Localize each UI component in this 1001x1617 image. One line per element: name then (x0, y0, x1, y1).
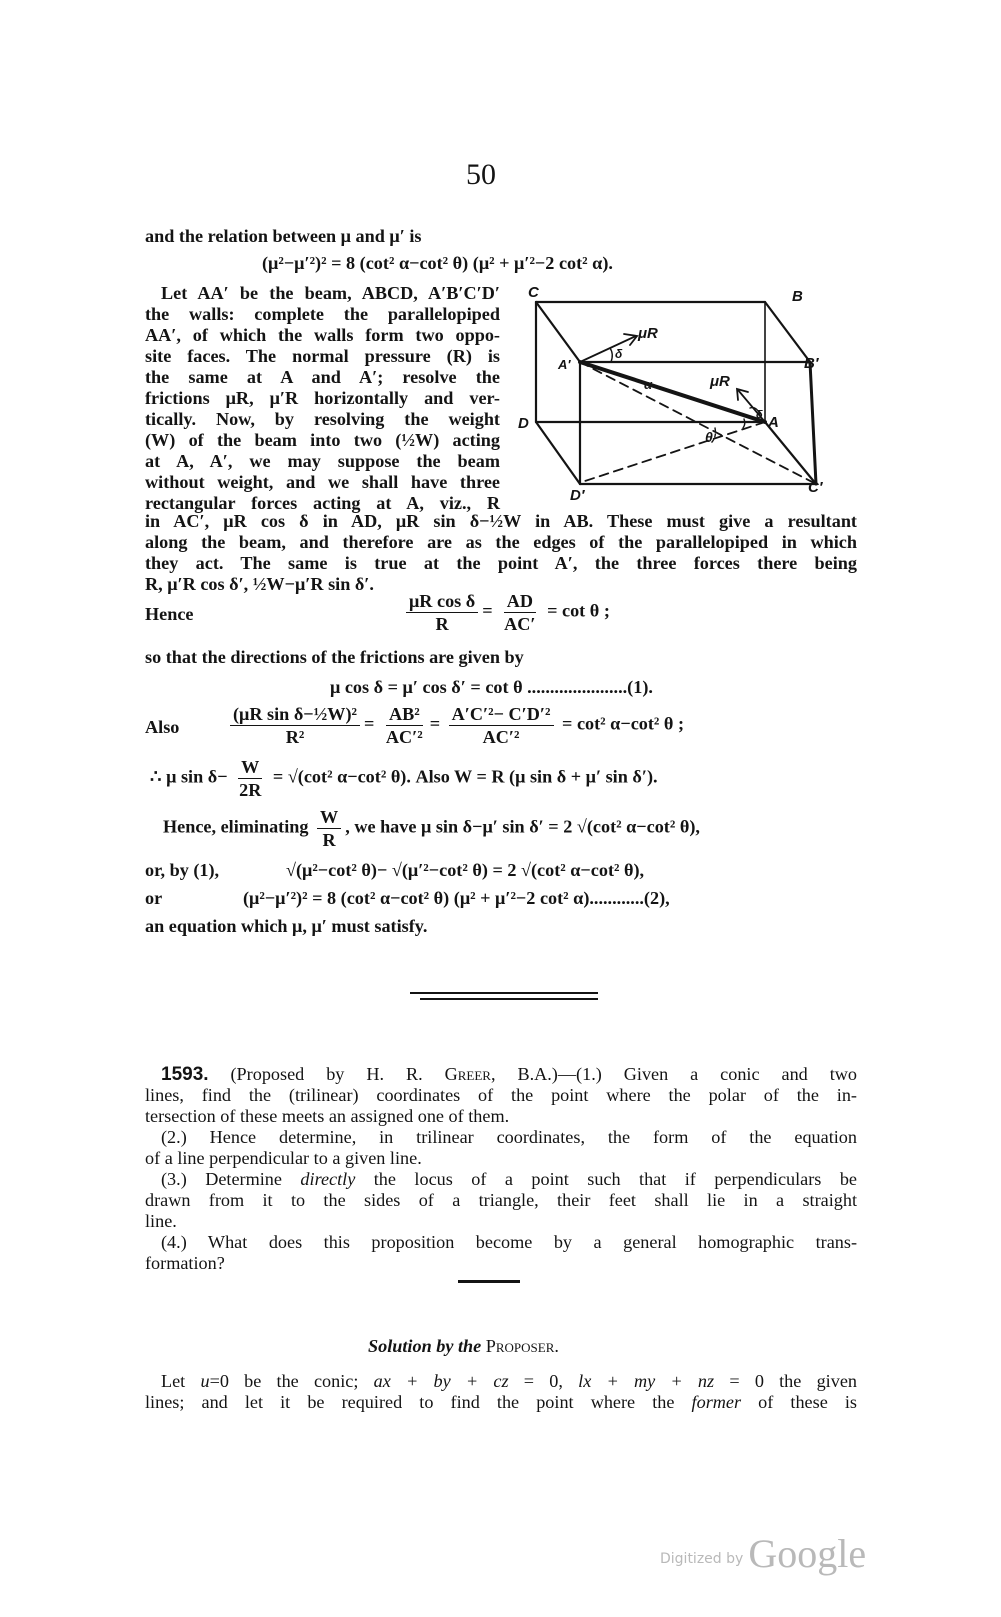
arrow-muR-top (580, 336, 636, 362)
problem-1593 (145, 1064, 857, 1274)
proposer-name: Greer (444, 1064, 491, 1084)
text-line: line. (145, 1211, 177, 1231)
hence-label: Hence (145, 604, 194, 624)
text-line: drawn from it to the sides of a triangle, their feet shall lie in a straight (145, 1190, 857, 1210)
solution-paragraph (145, 1371, 857, 1413)
label-C-prime: C′ (808, 479, 823, 496)
also-equation: $\frac{\text{(μR sin δ−½W)²}}{\text{R²}}$ = $\frac{\text{AB²}}{\text{AC′²}}$ = $\frac{\text{A′C′²− C′D′²}}{\text{AC′²}}$ = cot² α−cot² θ ; (226, 703, 684, 748)
fraction: $\frac{AD}{AC'}$ (504, 591, 536, 634)
label-delta-right: δ (756, 409, 763, 421)
text-line: along the beam, and therefore are as the edges of the parallelopiped in which (145, 532, 857, 552)
or-by-1-equation: √(μ²−cot² θ)− √(μ′²−cot² θ) = 2 √(cot² α−cot² θ), (286, 860, 645, 880)
text-line: frictions μR, μ′R horizontally and ver- (145, 388, 500, 408)
text-line: at A, A′, we may suppose the beam (145, 451, 500, 471)
fraction: $\frac{\text{AB²}}{\text{AC′²}}$ (385, 704, 423, 747)
label-D: D (518, 415, 529, 432)
also-label: Also (145, 717, 180, 737)
edge-BBp (765, 302, 810, 362)
text-line: lines, find the (trilinear) coordinates of the point where the polar of the in- (145, 1085, 857, 1105)
hence-equation: $\frac{\text{μR cos δ}}{R}$ = $\frac{AD}{AC'}$ = cot θ ; (402, 590, 610, 635)
text-line: the same at A and A′; resolve the (145, 367, 500, 387)
label-D-prime: D′ (570, 487, 585, 504)
section-divider (410, 992, 598, 994)
problem-header-line: 1593. (Proposed by H. R. Greer, B.A.)—(1.) Given a conic and two (161, 1064, 857, 1085)
text-line: (W) of the beam into two (½W) acting (145, 430, 500, 450)
label-C: C (528, 284, 539, 301)
label-alpha: α (644, 377, 653, 392)
text-line: the walls: complete the parallelopiped (145, 304, 500, 324)
or-label: or (145, 888, 163, 908)
intro-equation: (μ²−μ′²)² = 8 (cot² α−cot² θ) (μ² + μ′²−2 cot² α). (262, 253, 613, 273)
label-delta-top: δ (615, 347, 623, 361)
emphasis: directly (300, 1169, 356, 1189)
digitized-by-google-watermark: Digitized by Google (660, 1531, 867, 1576)
short-divider (458, 1280, 520, 1283)
dashed-ADp (582, 422, 765, 482)
label-B-prime: B′ (804, 355, 819, 372)
fraction: $\frac{\text{μR cos δ}}{R}$ (406, 590, 478, 635)
eliminating-equation: Hence, eliminating $\frac{W}{R}$ , we have μ sin δ−μ′ sin δ′ = 2 √(cot² α−cot² θ), (163, 807, 700, 850)
page-number: 50 (466, 158, 496, 191)
solution-heading: Solution by the Proposer. (368, 1336, 559, 1356)
label-theta: θ (705, 429, 713, 445)
intro-line: and the relation between μ and μ′ is (145, 226, 422, 246)
therefore-equation: ∴ μ sin δ− $\frac{W}{2R}$ = √(cot² α−cot² θ). Also W = R (μ sin δ + μ′ sin δ′). (150, 757, 658, 800)
text-line: (2.) Hence determine, in trilinear coordinates, the form of the equation (161, 1127, 857, 1147)
text-line: (3.) Determine directly the locus of a point such that if perpendiculars be (161, 1169, 857, 1189)
equation-2: (μ²−μ′²)² = 8 (cot² α−cot² θ) (μ² + μ′²−2 cot² α)............(2), (243, 888, 670, 908)
label-muR-top: μR (638, 325, 658, 342)
text-line: Let u=0 be the conic; ax + by + cz = 0, lx + my + nz = 0 the given (161, 1371, 857, 1391)
equation-1: μ cos δ = μ′ cos δ′ = cot θ ......................(1). (330, 677, 653, 697)
label-muR-right: μR (710, 373, 730, 390)
paragraph-beam-narrow (145, 283, 500, 514)
text-line: rectangular forces acting at A, viz., R (145, 493, 500, 513)
equation-end-line: an equation which μ, μ′ must satisfy. (145, 916, 428, 936)
text-line: in AC′, μR cos δ in AD, μR sin δ−½W in AB. These must give a resultant (145, 511, 857, 531)
parallelopiped-diagram (510, 278, 830, 510)
text-line: formation? (145, 1253, 225, 1273)
text-line: lines; and let it be required to find the point where the former of these is (145, 1392, 857, 1412)
or-by-1-label: or, by (1), (145, 860, 220, 880)
edge-CAp (536, 302, 580, 362)
fraction: $\frac{\text{A′C′²− C′D′²}}{\text{AC′²}}$ (449, 703, 554, 748)
paragraph-beam-wide (145, 511, 857, 595)
label-A-prime: A′ (558, 357, 571, 372)
edge-ACp (765, 422, 816, 484)
section-divider-inner (420, 998, 598, 1000)
text-line: of a line perpendicular to a given line. (145, 1148, 422, 1168)
edge-DDp (536, 422, 580, 484)
text-line: AA′, of which the walls form two oppo- (145, 325, 500, 345)
text-line: (4.) What does this proposition become by a general homographic trans- (161, 1232, 857, 1252)
so-that-line: so that the directions of the frictions are given by (145, 647, 524, 667)
label-B: B (792, 288, 803, 305)
text-line: R, μ′R cos δ′, ½W−μ′R sin δ′. (145, 574, 374, 594)
problem-number: 1593. (161, 1064, 209, 1085)
fraction: $\frac{\text{(μR sin δ−½W)²}}{\text{R²}}$ (230, 703, 360, 748)
fraction: $\frac{W}{R}$ (317, 806, 341, 851)
text-line: Let AA′ be the beam, ABCD, A′B′C′D′ (161, 283, 500, 303)
text-line: tersection of these meets an assigned one of them. (145, 1106, 510, 1126)
text-line: without weight, and we shall have three (145, 472, 500, 492)
google-logo: Google (748, 1531, 867, 1576)
fraction: $\frac{W}{2R}$ (239, 757, 262, 800)
edge-BpCp (810, 362, 816, 484)
text-line: they act. The same is true at the point A′, the three forces there being (145, 553, 857, 573)
label-A: A (768, 414, 779, 431)
text-line: site faces. The normal pressure (R) is (145, 346, 500, 366)
text-line: tically. Now, by resolving the weight (145, 409, 500, 429)
